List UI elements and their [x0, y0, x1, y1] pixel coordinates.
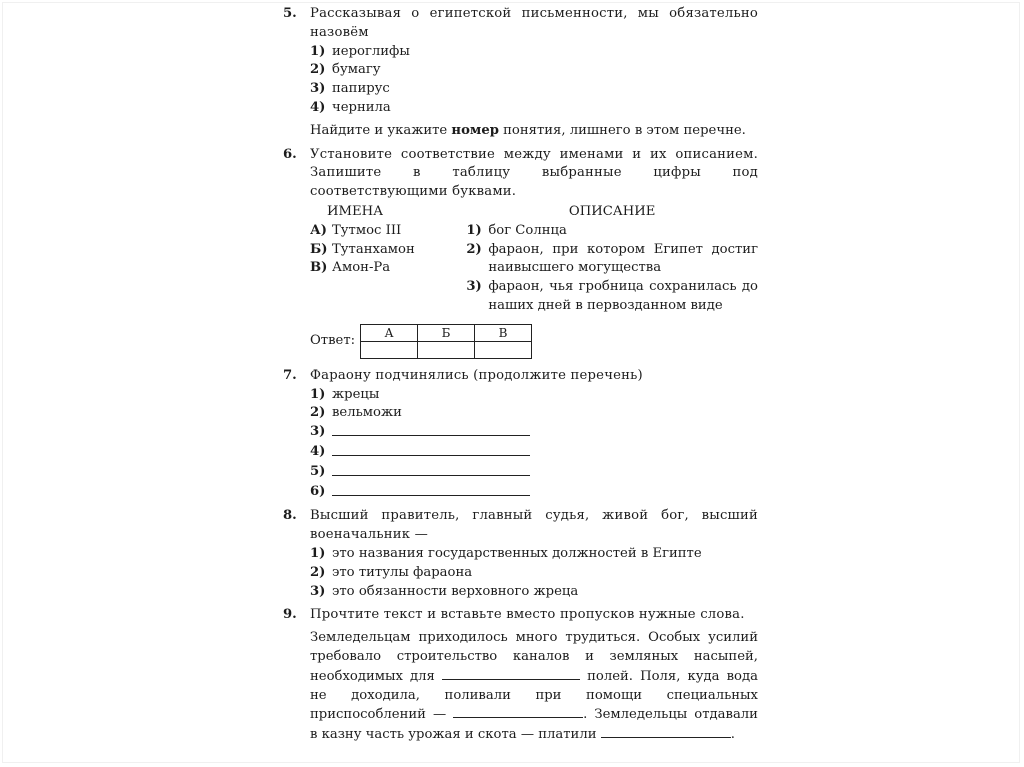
option-text: иероглифы	[332, 43, 410, 59]
fill-in-blank-1[interactable]	[442, 667, 580, 680]
answer-column-header: А	[361, 324, 418, 341]
answer-row	[310, 324, 758, 359]
question-number: 6.	[283, 146, 297, 162]
description-text: фараон, чья гробница сохранилась до наших дней в первозданном виде	[488, 279, 758, 313]
answer-cell-a[interactable]	[361, 341, 418, 358]
instruction	[310, 122, 758, 141]
question-5	[283, 5, 758, 141]
question-text: Фараону подчинялись (продолжите перечень)	[310, 367, 643, 383]
question-number: 5.	[283, 6, 297, 21]
option	[310, 483, 758, 503]
question-6	[283, 146, 758, 359]
fill-in-blank[interactable]	[332, 483, 530, 496]
descriptions-header: ОПИСАНИЕ	[568, 203, 656, 219]
question-9	[283, 606, 758, 745]
option	[310, 463, 758, 483]
question-number: 7.	[283, 367, 297, 383]
option	[310, 443, 758, 463]
question-text: Установите соответствие между именами и их описанием. Запишите в таблицу выбранные цифры под соответствующими буквами.	[310, 146, 758, 200]
question-number: 8.	[283, 508, 297, 524]
instruction-text: Найдите и укажите	[310, 122, 452, 138]
answer-table	[360, 324, 532, 359]
name-item	[310, 241, 458, 260]
option-number: 2)	[310, 405, 326, 421]
fill-in-blank[interactable]	[332, 443, 530, 456]
description-number: 1)	[466, 222, 482, 238]
fill-in-blank-3[interactable]	[601, 725, 731, 738]
answer-cell-b[interactable]	[418, 341, 475, 358]
question-7	[283, 367, 758, 503]
description-item	[466, 241, 758, 279]
names-column	[310, 203, 458, 316]
option-number: 4)	[310, 99, 326, 115]
option	[310, 80, 758, 99]
option-text: чернила	[332, 99, 391, 115]
question-text: Прочтите текст и вставьте вместо пропусков нужные слова.	[310, 607, 745, 623]
description-number: 2)	[466, 241, 482, 257]
option	[310, 99, 758, 118]
fill-in-paragraph	[310, 629, 758, 745]
option-text: это обязанности верховного жреца	[332, 583, 579, 599]
option-number: 3)	[310, 424, 326, 440]
option-number: 2)	[310, 564, 326, 580]
answer-column-header: Б	[418, 324, 475, 341]
worksheet	[283, 5, 758, 745]
option	[310, 61, 758, 80]
option	[310, 564, 758, 583]
answer-column-header: В	[475, 324, 532, 341]
name-text: Амон-Ра	[332, 260, 391, 276]
option-number: 2)	[310, 62, 326, 78]
paragraph-text: . Земледельцы отдавали в казну часть урожая и скота — платили	[310, 707, 758, 743]
paragraph-text: полей. Поля, куда вода не доходила, поливали при помощи специальных приспособлений —	[310, 668, 758, 723]
name-letter: Б)	[310, 241, 328, 257]
option-number: 4)	[310, 443, 326, 459]
name-item	[310, 259, 458, 278]
descriptions-column	[466, 203, 758, 316]
instruction-text: понятия, лишнего в этом перечне.	[498, 122, 746, 138]
question-8	[283, 507, 758, 601]
description-item	[466, 222, 758, 241]
option-number: 3)	[310, 81, 326, 97]
name-letter: А)	[310, 222, 327, 238]
description-text: бог Солнца	[488, 222, 567, 238]
instruction-bold-text: номер	[451, 122, 499, 138]
fill-in-blank[interactable]	[332, 463, 530, 476]
name-letter: В)	[310, 260, 328, 276]
option-text: это титулы фараона	[332, 564, 473, 580]
option	[310, 386, 758, 405]
option	[310, 545, 758, 564]
answer-label: Ответ:	[310, 332, 356, 348]
name-text: Тутмос III	[332, 222, 402, 238]
paragraph-text: .	[730, 727, 735, 743]
description-text: фараон, при котором Египет достиг наивысшего могущества	[488, 241, 758, 276]
option-text: жрецы	[332, 386, 380, 402]
description-item	[466, 278, 758, 316]
option	[310, 43, 758, 62]
fill-in-blank[interactable]	[332, 423, 530, 436]
matching-columns	[310, 203, 758, 316]
names-header: ИМЕНА	[326, 203, 384, 219]
name-item	[310, 222, 458, 241]
description-number: 3)	[466, 279, 482, 295]
option-number: 1)	[310, 43, 326, 59]
option	[310, 583, 758, 602]
paragraph-text: Земледельцам приходилось много трудиться. Особых усилий требовало строительство каналов и земляных насыпей, необходимых для	[310, 630, 758, 684]
answer-cell-v[interactable]	[475, 341, 532, 358]
fill-in-blank-2[interactable]	[453, 705, 583, 718]
question-number: 9.	[283, 607, 297, 623]
option-text: папирус	[332, 81, 390, 97]
option-text: это названия государственных должностей в Египте	[332, 545, 702, 561]
option-number: 1)	[310, 386, 326, 402]
name-text: Тутанхамон	[332, 241, 415, 257]
question-text: Рассказывая о египетской письменности, мы обязательно назовём	[310, 6, 758, 40]
option-number: 6)	[310, 483, 326, 499]
option-text: бумагу	[332, 62, 381, 78]
option	[310, 423, 758, 443]
option-number: 3)	[310, 583, 326, 599]
option-text: вельможи	[332, 405, 402, 421]
option	[310, 404, 758, 423]
options-list	[310, 43, 758, 118]
option-number: 5)	[310, 463, 326, 479]
option-number: 1)	[310, 545, 326, 561]
question-text: Высший правитель, главный судья, живой бог, высший военачальник —	[310, 508, 758, 543]
